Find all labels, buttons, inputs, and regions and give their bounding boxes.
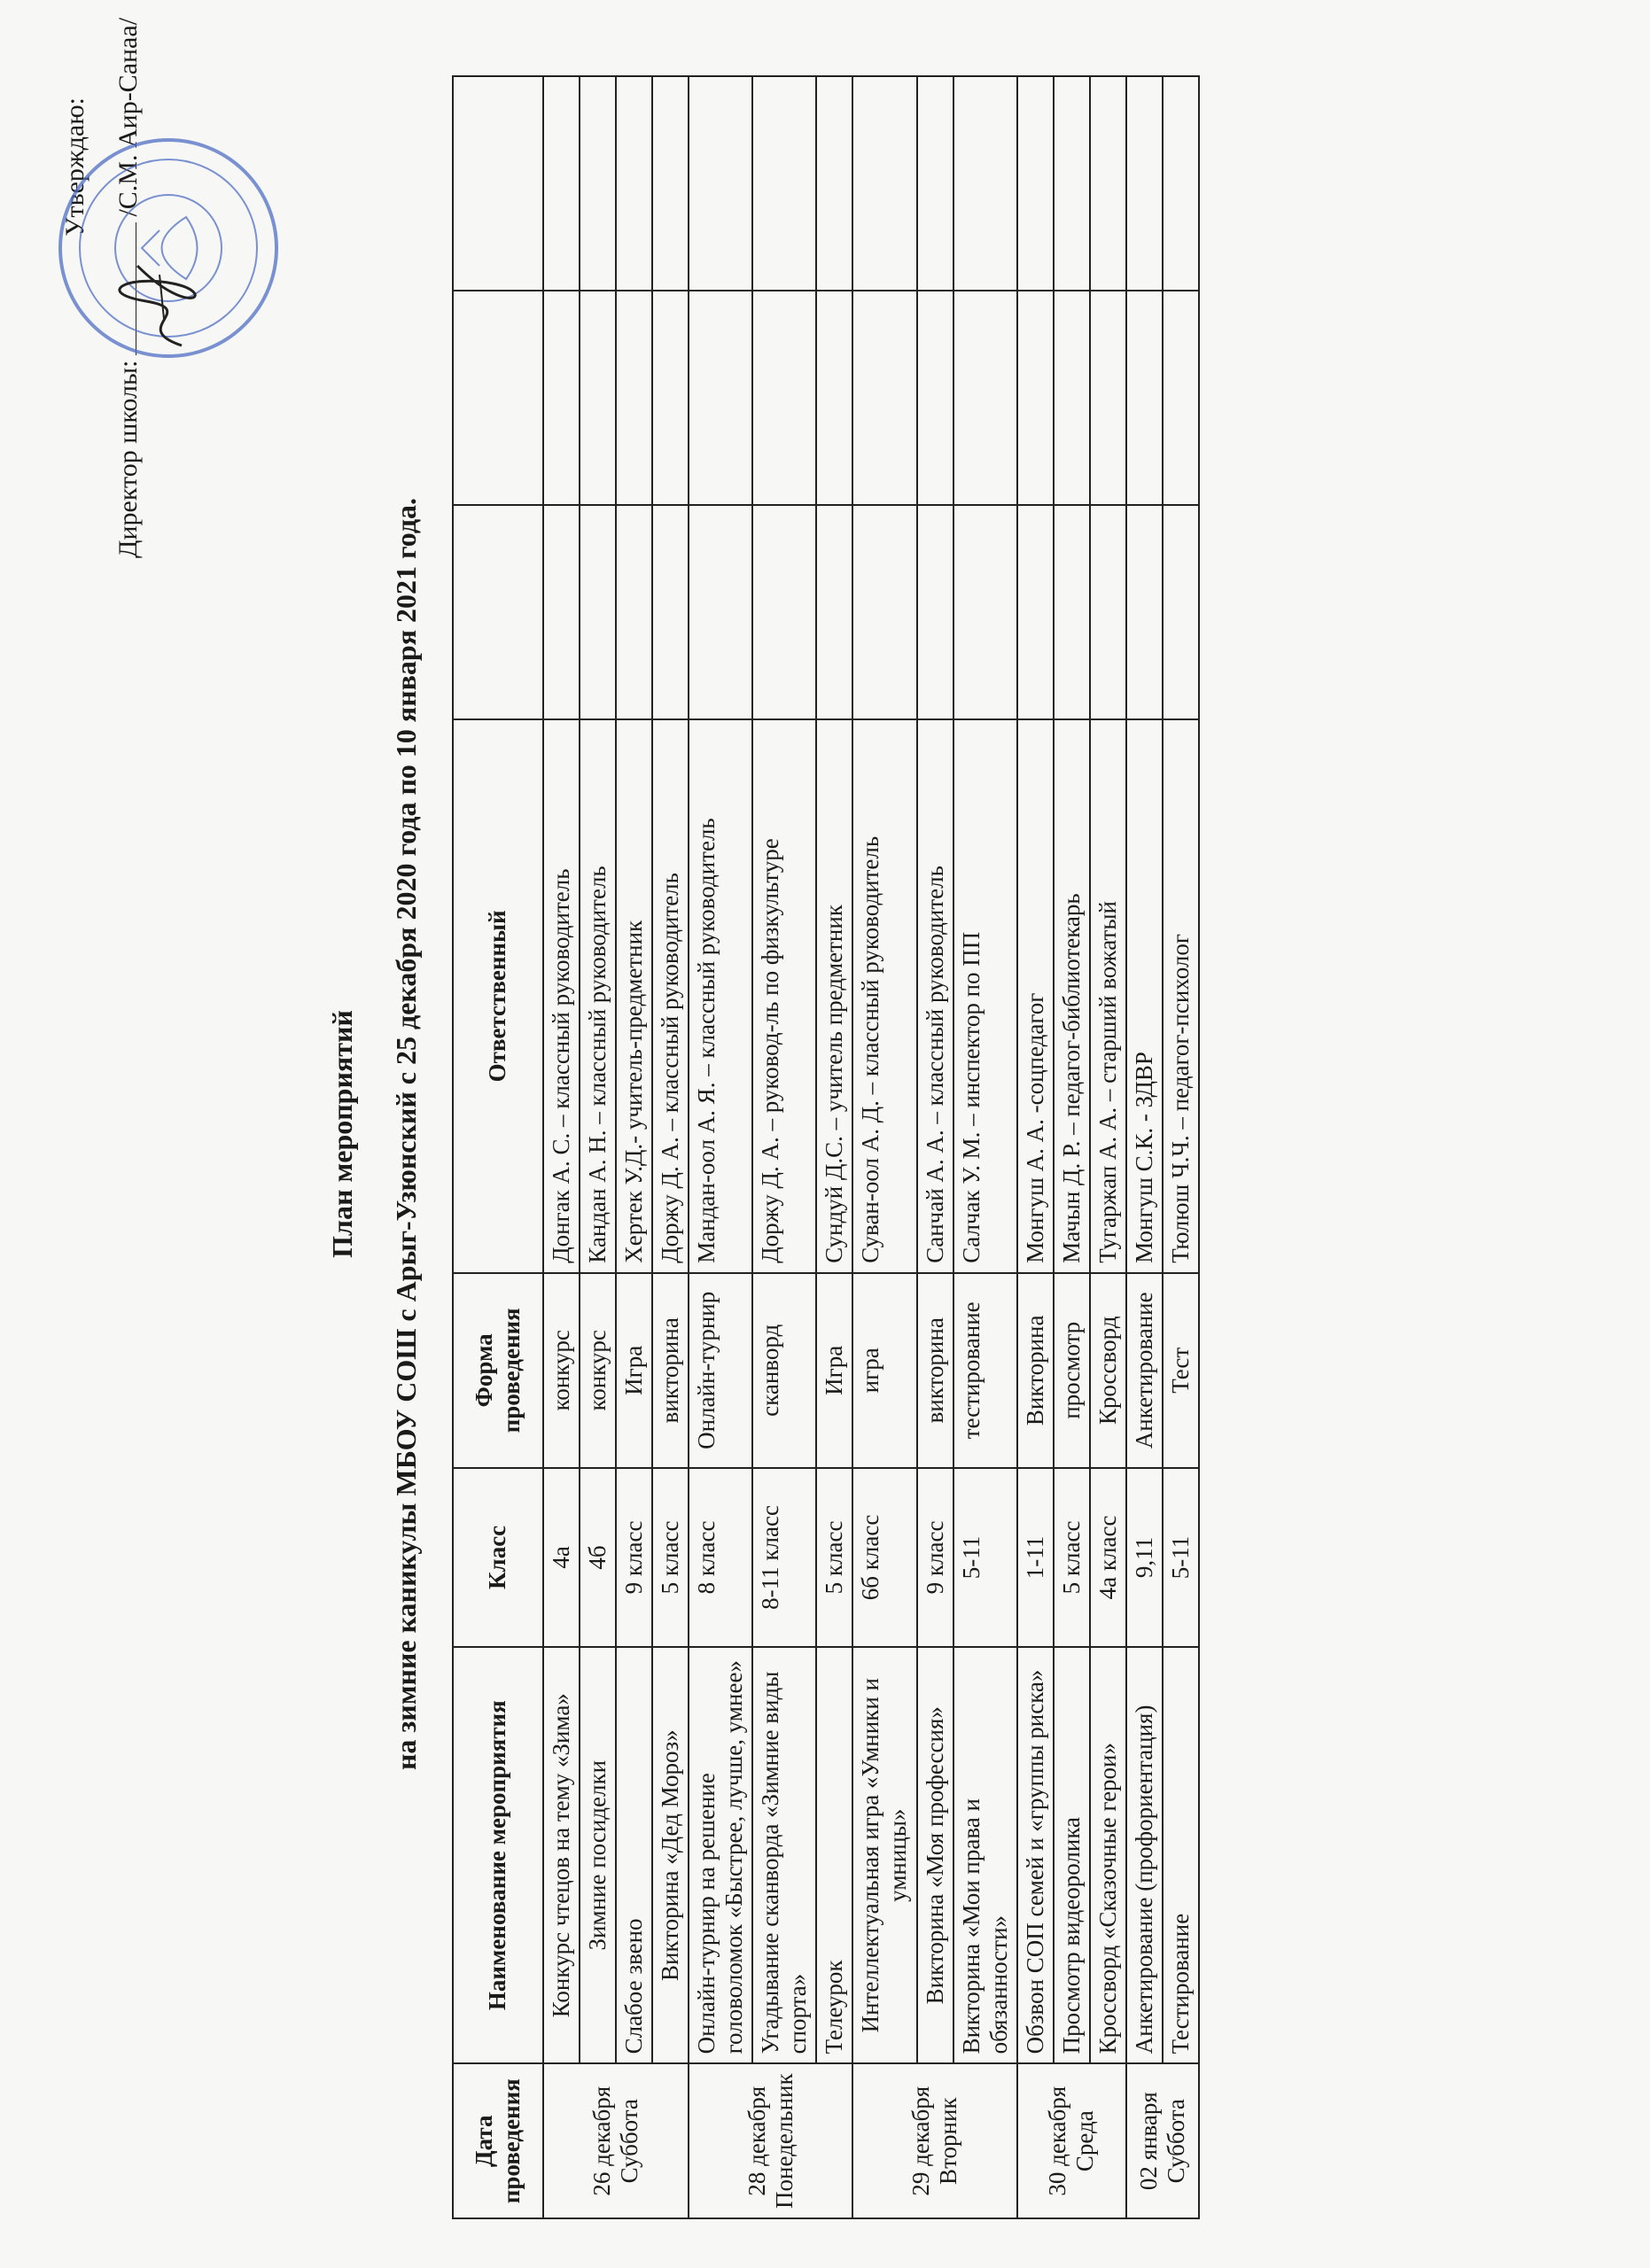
table-row	[1017, 76, 1054, 2218]
empty-cell	[1090, 291, 1126, 505]
plan-title: План мероприятий	[326, 1010, 358, 1258]
table-row	[652, 76, 689, 2218]
event-class: 1-11	[1017, 1468, 1054, 1647]
event-class: 6б класс	[852, 1468, 916, 1647]
event-form: сканворд	[752, 1273, 816, 1468]
empty-cell	[917, 291, 953, 505]
events-table	[452, 75, 1200, 2219]
event-form: Кроссворд	[1090, 1273, 1126, 1468]
event-form: Тест	[1163, 1273, 1199, 1468]
table-row	[1054, 76, 1090, 2218]
empty-cell	[652, 505, 689, 719]
event-name: Интеллектуальная игра «Умники и умницы»	[852, 1647, 916, 2063]
header-empty	[453, 505, 543, 719]
empty-cell	[953, 505, 1017, 719]
header-name: Наименование мероприятия	[453, 1647, 543, 2063]
approval-position: Директор школы:	[113, 360, 143, 558]
event-class: 9,11	[1126, 1468, 1163, 1647]
event-class: 5-11	[1163, 1468, 1199, 1647]
event-name: Угадывание сканворда «Зимние виды спорта»	[752, 1647, 816, 2063]
table-row	[543, 76, 580, 2218]
event-name: Викторина «Моя профессия»	[917, 1647, 953, 2063]
director-signature	[111, 248, 208, 354]
date-cell: 26 декабря Суббота	[543, 2063, 689, 2218]
empty-cell	[580, 76, 616, 291]
event-responsible: Салчак У. М. – инспектор по ПП	[953, 719, 1017, 1273]
empty-cell	[1017, 505, 1054, 719]
event-name: Зимние посиделки	[580, 1647, 616, 2063]
event-responsible: Донгак А. С. – классный руководитель	[543, 719, 580, 1273]
event-name: Обзвон СОП семей и «группы риска»	[1017, 1647, 1054, 2063]
empty-cell	[1163, 505, 1199, 719]
header-responsible: Ответственный	[453, 719, 543, 1273]
empty-cell	[543, 76, 580, 291]
table-row	[1126, 76, 1163, 2218]
event-form: тестирование	[953, 1273, 1017, 1468]
event-class: 5 класс	[1054, 1468, 1090, 1647]
event-form: викторина	[917, 1273, 953, 1468]
empty-cell	[953, 291, 1017, 505]
header-date: Дата проведения	[453, 2063, 543, 2218]
empty-cell	[616, 76, 652, 291]
table-row	[580, 76, 616, 2218]
event-form: Онлайн-турнир	[689, 1273, 752, 1468]
table-row	[752, 76, 816, 2218]
empty-cell	[1126, 76, 1163, 291]
event-responsible: Суван-оол А. Д. – классный руководитель	[852, 719, 916, 1273]
event-responsible: Мачын Д. Р. – педагог-библиотекарь	[1054, 719, 1090, 1273]
event-responsible: Хертек У.Д.- учитель-предметник	[616, 719, 652, 1273]
table-row	[1090, 76, 1126, 2218]
empty-cell	[752, 76, 816, 291]
event-name: Онлайн-турнир на решение головоломок «Быстрее, лучше, умнее»	[689, 1647, 752, 2063]
event-name: Анкетирование (профориентация)	[1126, 1647, 1163, 2063]
empty-cell	[752, 291, 816, 505]
table-row	[1163, 76, 1199, 2218]
empty-cell	[1126, 291, 1163, 505]
event-class: 9 класс	[917, 1468, 953, 1647]
empty-cell	[816, 76, 852, 291]
empty-cell	[1017, 76, 1054, 291]
empty-cell	[953, 76, 1017, 291]
empty-cell	[689, 291, 752, 505]
empty-cell	[816, 505, 852, 719]
event-name: Слабое звено	[616, 1647, 652, 2063]
empty-cell	[580, 291, 616, 505]
empty-cell	[752, 505, 816, 719]
header-empty	[453, 76, 543, 291]
table-row	[689, 76, 752, 2218]
event-responsible: Кандан А. Н. – классный руководитель	[580, 719, 616, 1273]
header-class: Класс	[453, 1468, 543, 1647]
table-row	[816, 76, 852, 2218]
empty-cell	[652, 76, 689, 291]
empty-cell	[1017, 291, 1054, 505]
event-class: 4а класс	[1090, 1468, 1126, 1647]
event-class: 4а	[543, 1468, 580, 1647]
event-responsible: Монгуш А. А. -соцпедагог	[1017, 719, 1054, 1273]
empty-cell	[1090, 76, 1126, 291]
table-row	[616, 76, 652, 2218]
event-name: Конкурс чтецов на тему «Зима»	[543, 1647, 580, 2063]
approval-heading: Утверждаю:	[60, 97, 90, 237]
event-name: Тестирование	[1163, 1647, 1199, 2063]
empty-cell	[917, 76, 953, 291]
event-form: конкурс	[543, 1273, 580, 1468]
event-form: Игра	[616, 1273, 652, 1468]
event-responsible: Санчай А. А. – классный руководитель	[917, 719, 953, 1273]
event-name: Викторина «Мои права и обязанности»	[953, 1647, 1017, 2063]
table-row	[953, 76, 1017, 2218]
event-class: 5-11	[953, 1468, 1017, 1647]
table-header-row	[453, 76, 543, 2218]
empty-cell	[1163, 291, 1199, 505]
event-class: 8-11 класс	[752, 1468, 816, 1647]
event-form: игра	[852, 1273, 916, 1468]
date-cell: 30 декабря Среда	[1017, 2063, 1126, 2218]
empty-cell	[852, 291, 916, 505]
event-class: 5 класс	[652, 1468, 689, 1647]
event-class: 4б	[580, 1468, 616, 1647]
event-responsible: Тугаржап А. А. – старший вожатый	[1090, 719, 1126, 1273]
event-responsible: Тюлюш Ч.Ч. – педагог-психолог	[1163, 719, 1199, 1273]
empty-cell	[652, 291, 689, 505]
empty-cell	[1054, 76, 1090, 291]
event-form: Игра	[816, 1273, 852, 1468]
empty-cell	[1090, 505, 1126, 719]
empty-cell	[1054, 505, 1090, 719]
date-cell: 28 декабря Понедельник	[689, 2063, 852, 2218]
event-class: 9 класс	[616, 1468, 652, 1647]
event-form: Анкетирование	[1126, 1273, 1163, 1468]
date-cell: 29 декабря Вторник	[852, 2063, 1016, 2218]
empty-cell	[852, 505, 916, 719]
event-name: Кроссворд «Сказочные герои»	[1090, 1647, 1126, 2063]
event-name: Телеурок	[816, 1647, 852, 2063]
event-name: Просмотр видеоролика	[1054, 1647, 1090, 2063]
header-form: Форма проведения	[453, 1273, 543, 1468]
plan-subtitle: на зимние каникулы МБОУ СОШ с Арыг-Узюнский с 25 декабря 2020 года по 10 января 2021 года.	[390, 497, 422, 1771]
empty-cell	[580, 505, 616, 719]
event-responsible: Доржу Д. А. – руковод-ль по физкультуре	[752, 719, 816, 1273]
event-class: 8 класс	[689, 1468, 752, 1647]
event-form: викторина	[652, 1273, 689, 1468]
empty-cell	[1163, 76, 1199, 291]
empty-cell	[543, 291, 580, 505]
event-name: Викторина «Дед Мороз»	[652, 1647, 689, 2063]
empty-cell	[1126, 505, 1163, 719]
approval-name: /С.М. Аир-Санаа/	[113, 17, 143, 217]
empty-cell	[852, 76, 916, 291]
event-responsible: Мандан-оол А. Я. – классный руководитель	[689, 719, 752, 1273]
empty-cell	[689, 505, 752, 719]
event-responsible: Доржу Д. А. – классный руководитель	[652, 719, 689, 1273]
event-responsible: Сундуй Д.С. – учитель предметник	[816, 719, 852, 1273]
table-row	[852, 76, 916, 2218]
empty-cell	[543, 505, 580, 719]
event-form: конкурс	[580, 1273, 616, 1468]
event-responsible: Монгуш С.К. - ЗДВР	[1126, 719, 1163, 1273]
header-empty	[453, 291, 543, 505]
empty-cell	[616, 291, 652, 505]
event-form: просмотр	[1054, 1273, 1090, 1468]
empty-cell	[1054, 291, 1090, 505]
event-class: 5 класс	[816, 1468, 852, 1647]
empty-cell	[917, 505, 953, 719]
table-row	[917, 76, 953, 2218]
date-cell: 02 января Суббота	[1126, 2063, 1199, 2218]
empty-cell	[816, 291, 852, 505]
empty-cell	[689, 76, 752, 291]
empty-cell	[616, 505, 652, 719]
event-form: Викторина	[1017, 1273, 1054, 1468]
